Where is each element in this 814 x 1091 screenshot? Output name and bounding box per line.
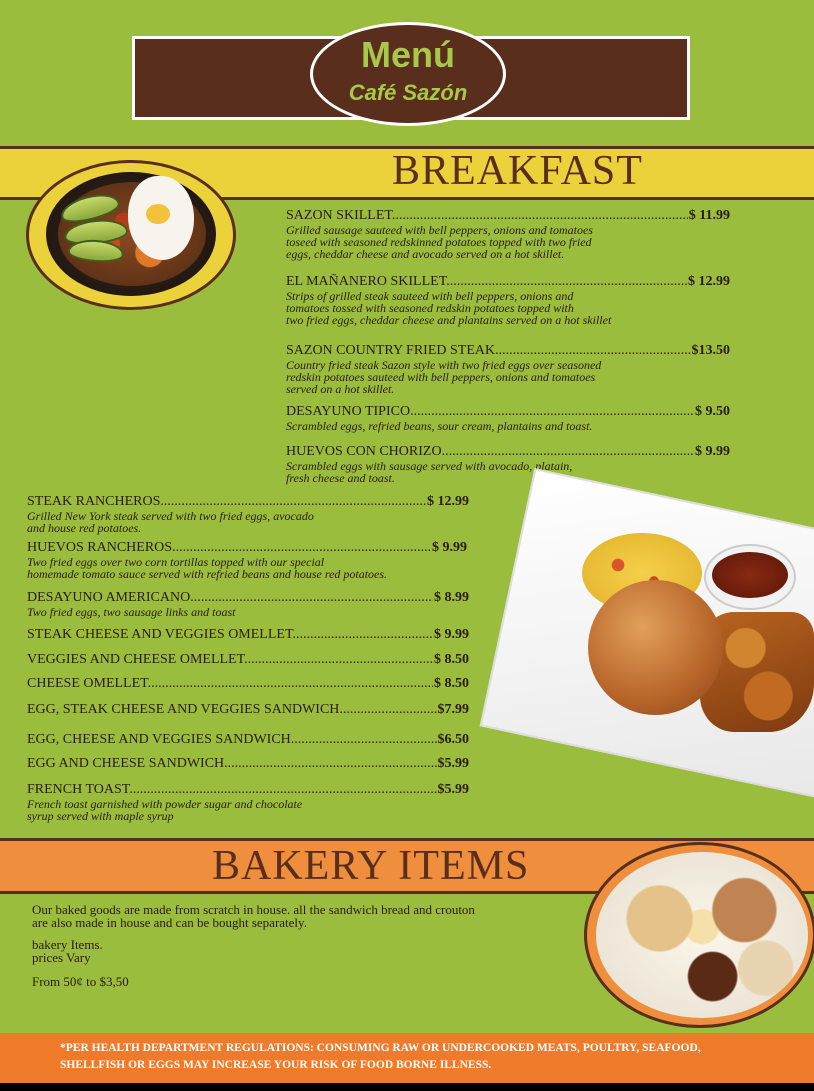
item-desc-line: Grilled sausage sauteed with bell peppers, onions and tomatoes <box>286 223 593 237</box>
item-name: HUEVOS RANCHEROS <box>27 540 173 555</box>
bakery-pastries-image <box>596 852 808 1018</box>
menu-item-steak-cheese-veggies-omellet <box>27 627 469 642</box>
item-name: DESAYUNO TIPICO <box>286 404 411 419</box>
menu-item-veggies-cheese-omellet <box>27 652 469 667</box>
item-name: SAZON SKILLET <box>286 208 392 223</box>
item-name: EGG AND CHEESE SANDWICH <box>27 756 225 771</box>
menu-item-desayuno-tipico <box>286 404 730 432</box>
item-price: $ 9.50 <box>695 404 730 419</box>
menu-title: Menú <box>361 34 455 75</box>
item-desc-line: served on a hot skillet. <box>286 382 395 396</box>
bakery-intro <box>32 903 592 929</box>
item-desc-line: homemade tomato sauce served with refried beans and house red potatoes. <box>27 567 388 581</box>
item-desc-line: Two fried eggs, two sausage links and toast <box>27 605 236 619</box>
item-name: HUEVOS CON CHORIZO <box>286 444 442 459</box>
item-name: FRENCH TOAST <box>27 782 130 797</box>
menu-item-egg-cheese-veggies-sandwich <box>27 732 469 747</box>
item-desc-line: syrup served with maple syrup <box>27 809 174 823</box>
item-price: $ 8.99 <box>434 590 469 605</box>
egg-yolk-image <box>146 204 170 224</box>
item-name: CHEESE OMELLET <box>27 676 148 691</box>
item-desc-line: and house red potatoes. <box>27 521 142 535</box>
item-desc-line: Scrambled eggs, refried beans, sour cream, plantains and toast. <box>286 419 593 433</box>
item-price: $ 8.50 <box>434 676 469 691</box>
menu-item-french-toast <box>27 782 469 822</box>
item-desc-line: toseed with seasoned redskinned potatoes topped with two fried <box>286 235 592 249</box>
bakery-note-line: bakery Items. <box>32 937 103 952</box>
item-name: VEGGIES AND CHEESE OMELLET <box>27 652 245 667</box>
menu-item-egg-steak-cheese-veggies-sandwich <box>27 702 469 717</box>
bakery-intro-line: Our baked goods are made from scratch in house. all the sandwich bread and crouton <box>32 902 475 917</box>
cafe-logo: Café Sazón <box>348 80 468 105</box>
item-name: EGG, STEAK CHEESE AND VEGGIES SANDWICH <box>27 702 340 717</box>
item-price: $ 9.99 <box>434 627 469 642</box>
bakery-note <box>32 938 232 964</box>
item-price: $ 8.50 <box>434 652 469 667</box>
item-price: $5.99 <box>437 756 469 771</box>
item-desc-line: Strips of grilled steak sauteed with bell peppers, onions and <box>286 289 574 303</box>
item-desc-line: two fried eggs, cheddar cheese and plantains served on a hot skillet <box>286 313 612 327</box>
item-price: $ 9.99 <box>432 540 467 555</box>
menu-item-sazon-country-fried-steak <box>286 343 730 395</box>
item-desc-line: Scrambled eggs with sausage served with avocado, platain, <box>286 459 573 473</box>
health-warning-line: SHELLFISH OR EGGS MAY INCREASE YOUR RISK OF FOOD BORNE ILLNESS. <box>60 1059 492 1071</box>
item-price: $13.50 <box>691 343 730 358</box>
item-desc-line: French toast garnished with powder sugar and chocolate <box>27 797 303 811</box>
item-price: $ 9.99 <box>695 444 730 459</box>
item-price: $ 12.99 <box>688 274 730 289</box>
menu-item-huevos-con-chorizo <box>286 444 730 484</box>
menu-item-cheese-omellet <box>27 676 469 691</box>
item-name: STEAK CHEESE AND VEGGIES OMELLET <box>27 627 293 642</box>
item-name: STEAK RANCHEROS <box>27 494 161 509</box>
item-name: EL MAÑANERO SKILLET <box>286 274 447 289</box>
item-name: EGG, CHEESE AND VEGGIES SANDWICH <box>27 732 291 747</box>
item-price: $7.99 <box>437 702 469 717</box>
item-price: $ 11.99 <box>688 208 730 223</box>
item-desc-line: Grilled New York steak served with two fried eggs, avocado <box>27 509 314 523</box>
breakfast-title: BREAKFAST <box>392 148 643 194</box>
health-warning <box>60 1040 800 1074</box>
bread-roll-image <box>588 580 723 715</box>
menu-item-huevos-rancheros <box>27 540 467 580</box>
item-desc-line: fresh cheese and toast. <box>286 471 395 485</box>
bakery-price-range: From 50¢ to $3,50 <box>32 974 129 989</box>
menu-item-el-mananero-skillet <box>286 274 730 326</box>
sauce-image <box>712 552 788 598</box>
item-price: $ 12.99 <box>427 494 469 509</box>
item-price: $6.50 <box>437 732 469 747</box>
menu-item-steak-rancheros <box>27 494 469 534</box>
bottom-edge <box>0 1083 814 1091</box>
item-price: $5.99 <box>437 782 469 797</box>
menu-item-egg-cheese-sandwich <box>27 756 469 771</box>
item-name: SAZON COUNTRY FRIED STEAK <box>286 343 496 358</box>
item-desc-line: eggs, cheddar cheese and avocado served on a hot skillet. <box>286 247 565 261</box>
item-desc-line: Two fried eggs over two corn tortillas topped with our special <box>27 555 325 569</box>
item-desc-line: redskin potatoes sauteed with bell peppers, onions and tomatoes <box>286 370 596 384</box>
menu-item-desayuno-americano <box>27 590 469 618</box>
item-desc-line: tomatoes tossed with seasoned redskin potatoes topped with <box>286 301 574 315</box>
menu-item-sazon-skillet <box>286 208 730 260</box>
bakery-title: BAKERY ITEMS <box>212 843 530 889</box>
item-name: DESAYUNO AMERICANO <box>27 590 191 605</box>
bakery-intro-line: are also made in house and can be bought separately. <box>32 915 307 930</box>
bakery-note-line: prices Vary <box>32 950 91 965</box>
item-desc-line: Country fried steak Sazon style with two fried eggs over seasoned <box>286 358 602 372</box>
health-warning-line: *PER HEALTH DEPARTMENT REGULATIONS: CONSUMING RAW OR UNDERCOOKED MEATS, POULTRY, SEAFOOD, <box>60 1042 701 1054</box>
